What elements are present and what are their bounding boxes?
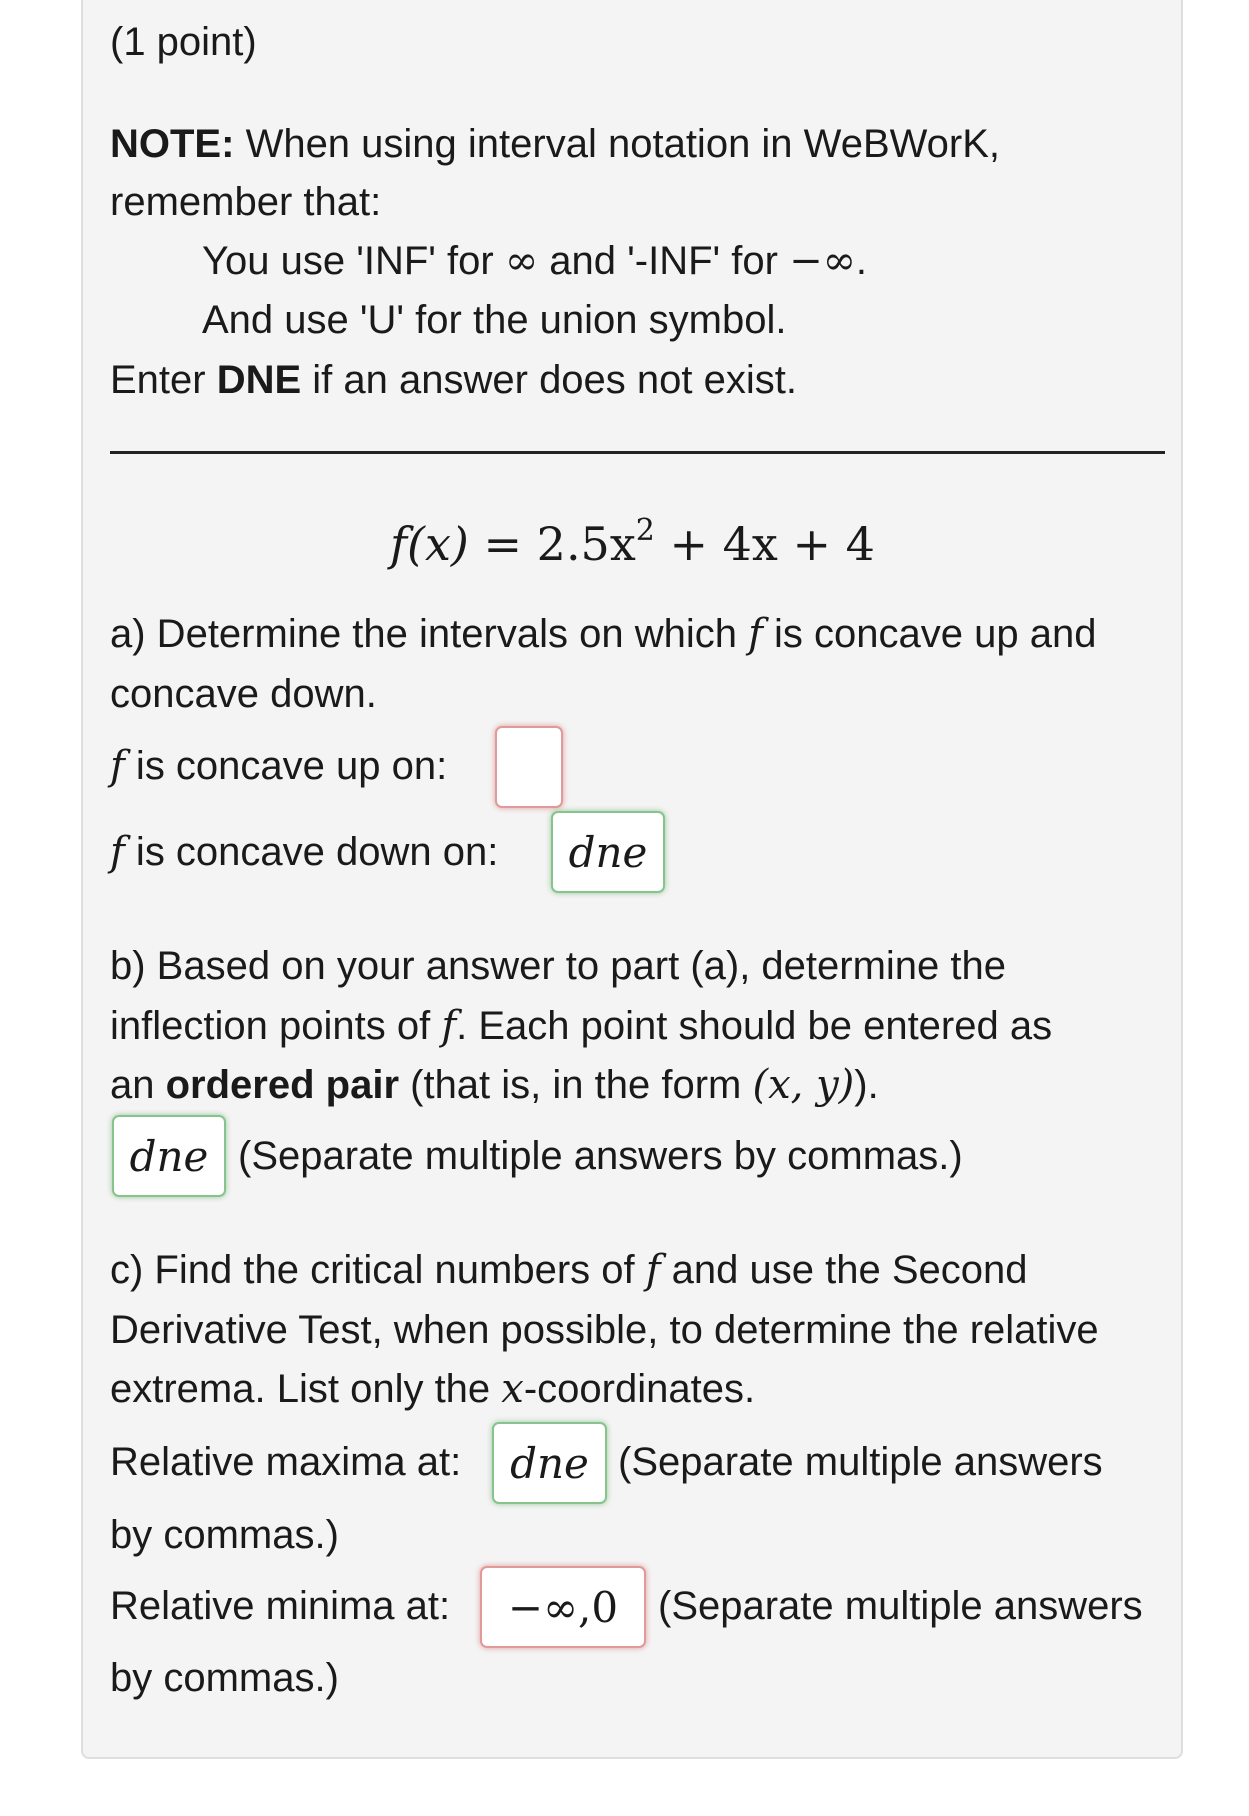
function-formula xyxy=(390,496,875,579)
part-c-extrema-text: extrema. List only the xyxy=(110,1367,502,1411)
relative-minima-hint-2: by commas.) xyxy=(110,1656,339,1700)
part-c-text-end: and use the Second xyxy=(660,1248,1028,1292)
part-b-form-text: (that is, in the form xyxy=(399,1063,753,1107)
concave-down-label xyxy=(110,822,498,882)
xy-pair-math: (x, y) xyxy=(752,1062,855,1108)
note-line-2: remember that: xyxy=(110,180,382,224)
formula-term1: 2.5x xyxy=(536,517,636,571)
note-text: When using interval notation in WeBWorK, xyxy=(245,122,1001,166)
note-label: NOTE: xyxy=(110,122,235,166)
f-symbol: f xyxy=(110,743,125,789)
f-symbol: f xyxy=(110,829,125,875)
relative-minima-hint: (Separate multiple answers xyxy=(658,1584,1143,1628)
part-a-text: a) Determine the intervals on which xyxy=(110,612,749,656)
concave-down-text: is concave down on: xyxy=(124,830,499,874)
ordered-pair-bold: ordered pair xyxy=(165,1063,400,1107)
concave-up-text: is concave up on: xyxy=(124,744,448,788)
part-c-coord-text: -coordinates. xyxy=(523,1367,756,1411)
part-c-line-2: Derivative Test, when possible, to determine the relative xyxy=(110,1308,1099,1352)
x-symbol: x xyxy=(501,1366,524,1412)
concave-down-input[interactable] xyxy=(551,811,665,893)
note-inf-pre: You use 'INF' for xyxy=(202,239,505,283)
note-dne-post: if an answer does not exist. xyxy=(301,358,797,402)
relative-maxima-label: Relative maxima at: xyxy=(110,1440,462,1484)
part-b-text: inflection points of xyxy=(110,1004,442,1048)
note-inf-mid: and '-INF' for xyxy=(538,239,790,283)
concave-up-label xyxy=(110,736,447,796)
inflection-points-value: dne xyxy=(129,1131,209,1181)
part-a-line-2: concave down. xyxy=(110,672,377,716)
relative-minima-input[interactable] xyxy=(480,1566,646,1648)
relative-maxima-hint: (Separate multiple answers xyxy=(618,1440,1103,1484)
note-dne-bold: DNE xyxy=(216,358,302,402)
part-b-line-2 xyxy=(110,996,1052,1056)
relative-maxima-value: dne xyxy=(510,1438,589,1488)
note-inf-line xyxy=(202,231,867,291)
part-a-line-1 xyxy=(110,604,1096,664)
relative-maxima-input[interactable] xyxy=(492,1422,607,1504)
f-symbol: f xyxy=(645,1247,661,1293)
part-b-end: ). xyxy=(854,1063,879,1107)
part-c-text: c) Find the critical numbers of xyxy=(110,1248,646,1292)
note-union-line: And use 'U' for the union symbol. xyxy=(202,298,787,342)
neg-infinity-symbol: −∞ xyxy=(789,238,856,284)
part-a-text-end: is concave up and xyxy=(762,612,1097,656)
part-c-line-3 xyxy=(110,1359,755,1419)
note-inf-end: . xyxy=(855,239,868,283)
points-label: (1 point) xyxy=(110,20,257,64)
part-b-line-1: b) Based on your answer to part (a), determine the xyxy=(110,944,1007,988)
concave-down-value: dne xyxy=(568,827,648,877)
note-line-1 xyxy=(110,114,1000,174)
divider xyxy=(110,451,1165,454)
infinity-symbol: ∞ xyxy=(504,238,539,284)
formula-lhs: f(x) xyxy=(390,517,469,571)
relative-minima-label: Relative minima at: xyxy=(110,1584,451,1628)
part-b-an: an xyxy=(110,1063,166,1107)
part-b-line-3 xyxy=(110,1055,879,1115)
part-c-line-1 xyxy=(110,1240,1028,1300)
note-dne-pre: Enter xyxy=(110,358,217,402)
relative-minima-value: −∞,0 xyxy=(507,1582,619,1632)
note-dne-line xyxy=(110,350,797,410)
inflection-hint: (Separate multiple answers by commas.) xyxy=(238,1134,963,1178)
formula-exponent: 2 xyxy=(635,513,655,548)
concave-up-input[interactable] xyxy=(495,726,563,808)
relative-maxima-hint-2: by commas.) xyxy=(110,1513,339,1557)
f-symbol: f xyxy=(441,1003,457,1049)
formula-rest: + 4x + 4 xyxy=(669,517,875,571)
inflection-points-input[interactable] xyxy=(112,1115,226,1197)
formula-eq: = xyxy=(483,517,523,571)
f-symbol: f xyxy=(748,611,763,657)
part-b-text-end: . Each point should be entered as xyxy=(456,1004,1053,1048)
